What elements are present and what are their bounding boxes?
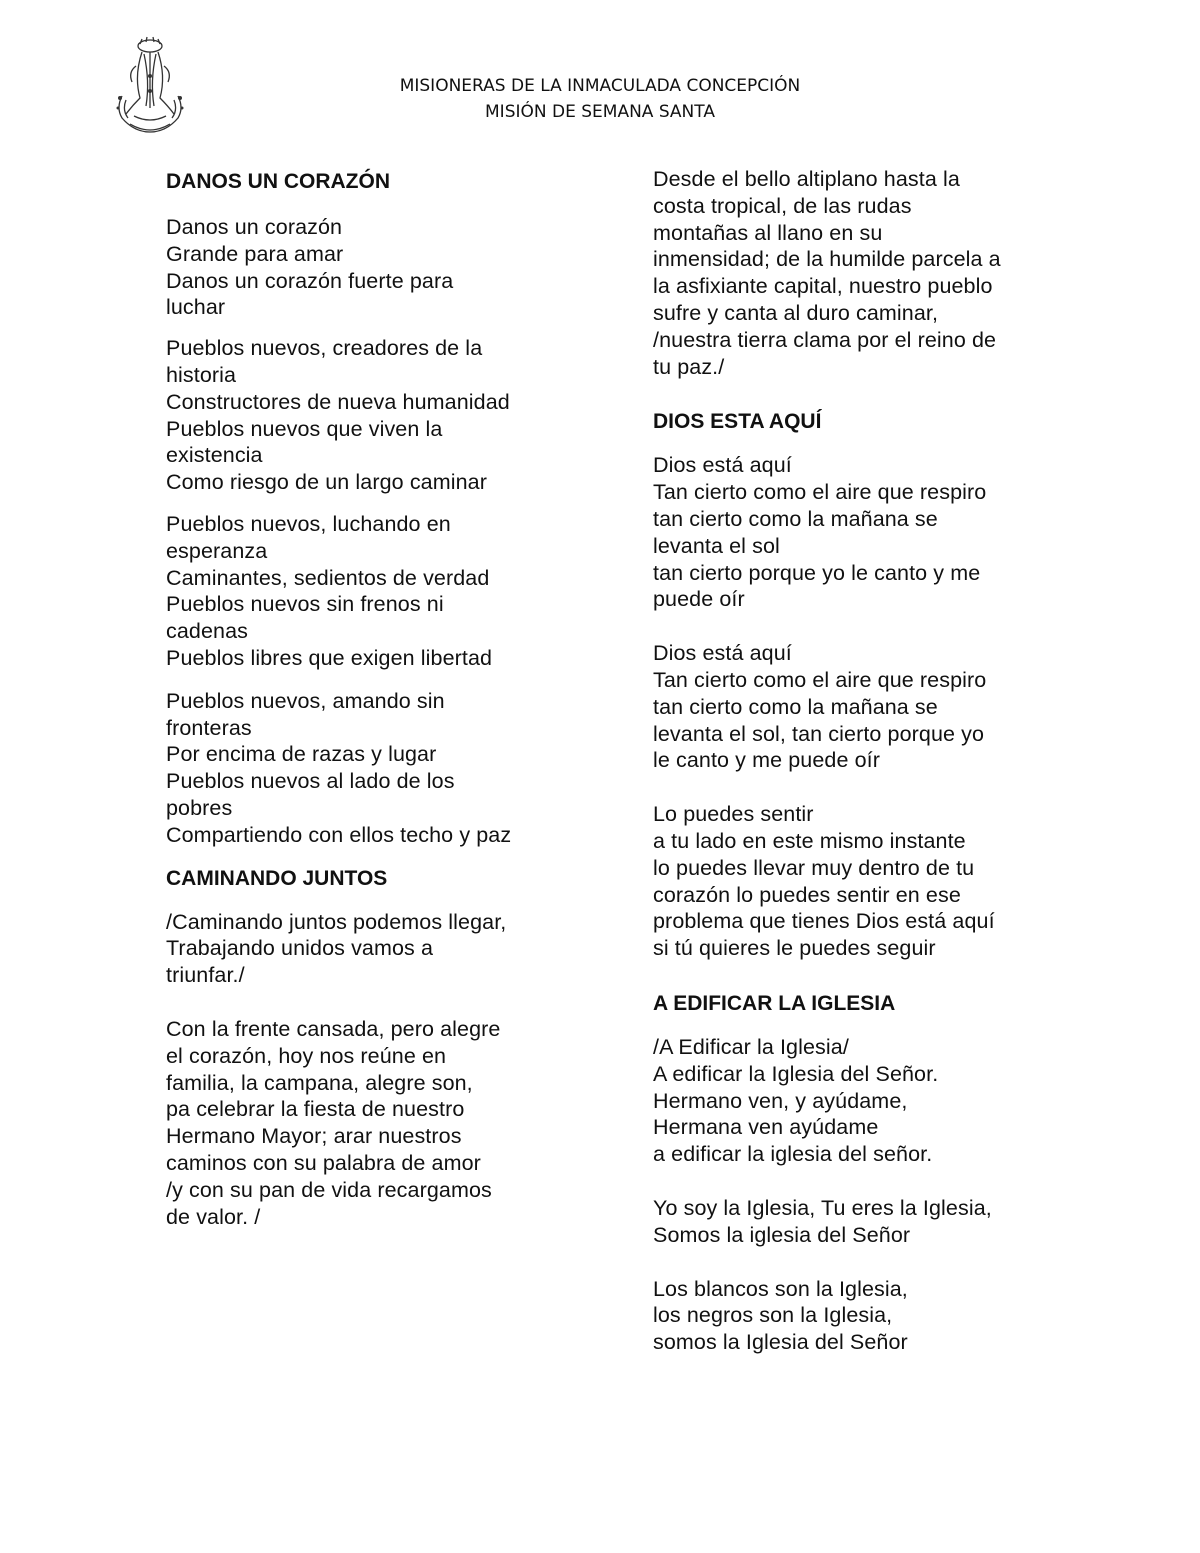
lyric-line: si tú quieres le puedes seguir <box>653 936 936 961</box>
stanza <box>653 452 1043 613</box>
lyric-line: tu paz./ <box>653 354 725 379</box>
stanza <box>653 1034 1043 1168</box>
lyric-line: sufre y canta al duro caminar, <box>653 300 939 325</box>
stanza <box>166 214 556 321</box>
lyric-line: esperanza <box>166 538 268 563</box>
lyric-line: puede oír <box>653 587 745 612</box>
lyric-line: Grande para amar <box>166 241 344 266</box>
lyric-line: existencia <box>166 443 263 468</box>
lyric-line: triunfar./ <box>166 963 245 988</box>
logo-emblem-icon <box>112 36 188 138</box>
lyric-line: corazón lo puedes sentir en ese <box>653 882 961 907</box>
lyric-line: Danos un corazón <box>166 215 343 239</box>
lyric-line: pobres <box>166 795 233 820</box>
lyric-line: los negros son la Iglesia, <box>653 1303 893 1328</box>
lyric-line: levanta el sol <box>653 533 780 558</box>
left-column <box>166 168 556 1230</box>
stanza <box>653 801 1043 962</box>
lyric-line: Pueblos nuevos, luchando en <box>166 511 451 536</box>
lyric-line: Tan cierto como el aire que respiro <box>653 480 987 505</box>
lyric-line: caminos con su palabra de amor <box>166 1150 481 1175</box>
song-dios-esta-aqui <box>653 408 1043 962</box>
stanza <box>166 688 556 849</box>
lyric-line: el corazón, hoy nos reúne en <box>166 1043 447 1068</box>
lyric-line: Pueblos nuevos sin frenos ni <box>166 592 444 617</box>
lyric-line: Hermana ven ayúdame <box>653 1115 879 1140</box>
lyric-line: la asfixiante capital, nuestro pueblo <box>653 274 993 299</box>
lyric-line: a tu lado en este mismo instante <box>653 828 966 853</box>
lyric-line: Los blancos son la Iglesia, <box>653 1276 908 1301</box>
stanza <box>166 335 556 496</box>
lyric-line: Desde el bello altiplano hasta la <box>653 167 960 191</box>
song-title: CAMINANDO JUNTOS <box>166 866 388 890</box>
lyric-line: levanta el sol, tan cierto porque yo <box>653 721 985 746</box>
lyric-line: Hermano Mayor; arar nuestros <box>166 1124 462 1149</box>
header-congregation: MISIONERAS DE LA INMACULADA CONCEPCIÓN <box>399 76 801 96</box>
lyric-line: Danos un corazón fuerte para <box>166 268 454 293</box>
lyric-line: tan cierto como la mañana se <box>653 694 938 719</box>
stanza <box>653 1276 1043 1356</box>
lyric-line: /A Edificar la Iglesia/ <box>653 1034 849 1059</box>
lyric-line: Caminantes, sedientos de verdad <box>166 565 490 590</box>
lyric-line: Lo puedes sentir <box>653 802 814 827</box>
lyric-line: Tan cierto como el aire que respiro <box>653 667 987 692</box>
lyric-line: Pueblos nuevos, creadores de la <box>166 336 483 361</box>
lyric-line: Pueblos nuevos al lado de los <box>166 769 455 794</box>
song-caminando-juntos <box>166 865 556 1231</box>
lyric-line: pa celebrar la fiesta de nuestro <box>166 1097 465 1122</box>
lyric-line: Como riesgo de un largo caminar <box>166 470 487 495</box>
lyric-line: Por encima de razas y lugar <box>166 742 437 767</box>
lyric-line: Pueblos libres que exigen libertad <box>166 645 493 670</box>
song-title: DANOS UN CORAZÓN <box>166 170 390 193</box>
lyric-line: Pueblos nuevos, amando sin <box>166 688 445 713</box>
song-title: DIOS ESTA AQUÍ <box>653 410 822 434</box>
lyric-line: /nuestra tierra clama por el reino de <box>653 327 997 352</box>
lyric-line: costa tropical, de las rudas <box>653 193 912 218</box>
lyric-line: problema que tienes Dios está aquí <box>653 909 995 934</box>
lyric-line: Yo soy la Iglesia, Tu eres la Iglesia, <box>653 1195 992 1220</box>
lyric-line: historia <box>166 362 237 387</box>
lyric-line: Pueblos nuevos que viven la <box>166 416 443 441</box>
lyric-line: lo puedes llevar muy dentro de tu <box>653 855 975 880</box>
lyric-line: somos la Iglesia del Señor <box>653 1330 908 1355</box>
song-a-edificar-la-iglesia <box>653 990 1043 1356</box>
lyric-line: A edificar la Iglesia del Señor. <box>653 1061 939 1086</box>
lyric-line: Dios está aquí <box>653 453 792 478</box>
lyric-line: Trabajando unidos vamos a <box>166 936 434 961</box>
lyric-line: inmensidad; de la humilde parcela a <box>653 247 1001 272</box>
lyric-line: Hermano ven, y ayúdame, <box>653 1088 908 1113</box>
document-header <box>300 73 900 125</box>
lyric-line: Compartiendo con ellos techo y paz <box>166 822 512 847</box>
stanza <box>653 1195 1043 1249</box>
stanza <box>166 909 556 989</box>
song-danos-un-corazon <box>166 168 556 849</box>
lyric-line: de valor. / <box>166 1204 261 1229</box>
lyric-line: Con la frente cansada, pero alegre <box>166 1016 501 1041</box>
lyric-line: Dios está aquí <box>653 641 792 666</box>
lyric-line: cadenas <box>166 619 248 644</box>
lyric-line: Constructores de nueva humanidad <box>166 389 510 414</box>
lyric-line: montañas al llano en su <box>653 220 883 245</box>
stanza <box>653 640 1043 774</box>
lyric-line: fronteras <box>166 715 252 740</box>
song-title: A EDIFICAR LA IGLESIA <box>653 991 896 1015</box>
right-column <box>653 166 1043 1356</box>
lyric-line: /y con su pan de vida recargamos <box>166 1177 492 1202</box>
lyric-line: a edificar la iglesia del señor. <box>653 1142 933 1167</box>
lyric-line: tan cierto como la mañana se <box>653 506 938 531</box>
stanza-continuation <box>653 166 1043 380</box>
lyric-line: tan cierto porque yo le canto y me <box>653 560 981 585</box>
lyric-line: luchar <box>166 295 226 320</box>
lyric-line: familia, la campana, alegre son, <box>166 1070 473 1095</box>
header-mission: MISIÓN DE SEMANA SANTA <box>485 102 715 122</box>
lyric-line: /Caminando juntos podemos llegar, <box>166 909 507 934</box>
lyric-line: Somos la iglesia del Señor <box>653 1222 911 1247</box>
stanza <box>166 1016 556 1230</box>
lyric-line: le canto y me puede oír <box>653 748 880 773</box>
stanza <box>166 511 556 672</box>
